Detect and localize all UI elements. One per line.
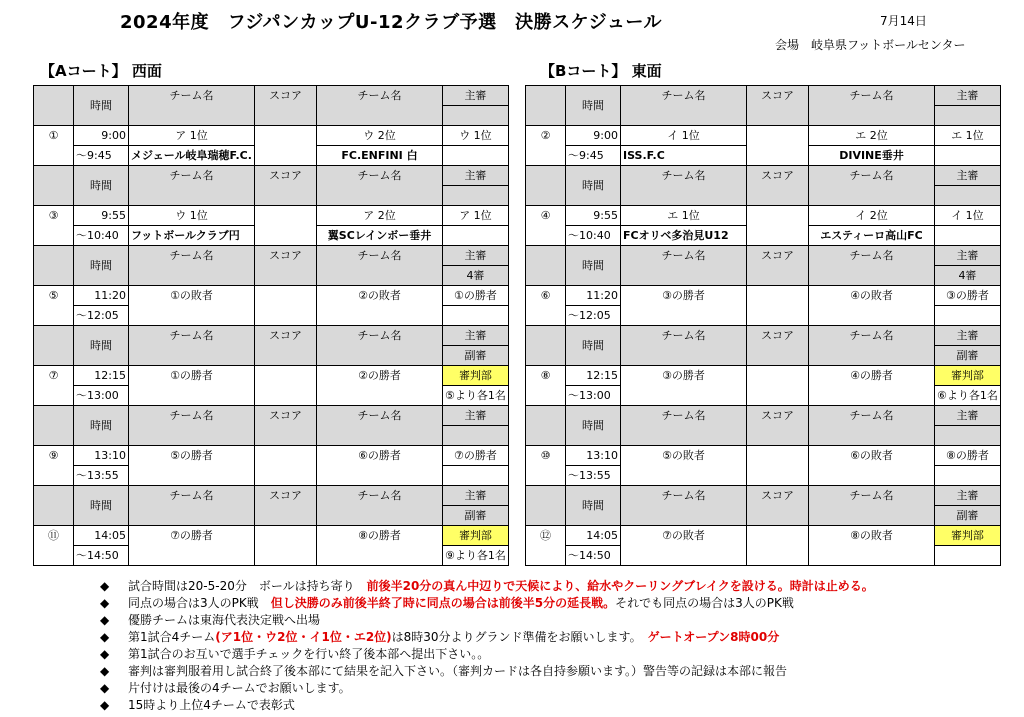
match-end-time: ～13:00 bbox=[74, 386, 129, 406]
referee-blank bbox=[443, 306, 509, 326]
team1-slot: ⑦の敗者 bbox=[621, 526, 747, 566]
match-number: ① bbox=[34, 126, 74, 166]
match-number: ③ bbox=[34, 206, 74, 246]
header-team2: チーム名 bbox=[317, 246, 443, 286]
match-start-time: 11:20 bbox=[566, 286, 621, 306]
header-team1: チーム名 bbox=[129, 166, 255, 206]
bullet-icon: ◆ bbox=[100, 681, 110, 695]
header-team2: チーム名 bbox=[317, 86, 443, 126]
referee: イ 1位 bbox=[935, 206, 1001, 226]
referee: ア 1位 bbox=[443, 206, 509, 226]
bullet-icon: ◆ bbox=[100, 579, 110, 593]
team1-slot: ⑦の勝者 bbox=[129, 526, 255, 566]
header-chief-ref: 主審 bbox=[935, 246, 1001, 266]
header-team2: チーム名 bbox=[317, 486, 443, 526]
page-title: 2024年度 フジパンカップU-12クラブ予選 決勝スケジュール bbox=[120, 12, 662, 33]
score1-cell bbox=[255, 206, 317, 246]
match-start-time: 14:05 bbox=[74, 526, 129, 546]
team1-seed: イ 1位 bbox=[621, 126, 747, 146]
header-blank bbox=[34, 406, 74, 446]
referee-detail: ⑤より各1名 bbox=[443, 386, 509, 406]
score1-cell bbox=[255, 366, 317, 406]
header-blank bbox=[443, 186, 509, 206]
match-row bbox=[34, 526, 509, 546]
header-team2: チーム名 bbox=[809, 246, 935, 286]
match-start-time: 9:55 bbox=[566, 206, 621, 226]
header-blank bbox=[526, 166, 566, 206]
header-chief-ref: 主審 bbox=[443, 246, 509, 266]
header-sub-ref: 副審 bbox=[443, 346, 509, 366]
team2-seed: ア 2位 bbox=[317, 206, 443, 226]
match-row bbox=[526, 126, 1001, 146]
header-score1: スコア bbox=[255, 326, 317, 366]
header-team2: チーム名 bbox=[809, 406, 935, 446]
header-score1: スコア bbox=[255, 406, 317, 446]
score1-cell bbox=[747, 446, 809, 486]
match-end-time: ～12:05 bbox=[74, 306, 129, 326]
header-time: 時間 bbox=[74, 486, 129, 526]
header-team2: チーム名 bbox=[809, 486, 935, 526]
match-start-time: 9:55 bbox=[74, 206, 129, 226]
team2-seed: エ 2位 bbox=[809, 126, 935, 146]
team2-seed: ウ 2位 bbox=[317, 126, 443, 146]
header-row bbox=[34, 486, 509, 506]
court-a-schedule-table bbox=[33, 85, 509, 566]
header-chief-ref: 主審 bbox=[935, 166, 1001, 186]
header-time: 時間 bbox=[74, 246, 129, 286]
header-score1: スコア bbox=[747, 326, 809, 366]
match-end-time: ～13:55 bbox=[566, 466, 621, 486]
match-start-time: 14:05 bbox=[566, 526, 621, 546]
team2-slot: ②の敗者 bbox=[317, 286, 443, 326]
score1-cell bbox=[747, 126, 809, 166]
score1-cell bbox=[747, 526, 809, 566]
referee-detail: ⑥より各1名 bbox=[935, 386, 1001, 406]
match-number: ⑤ bbox=[34, 286, 74, 326]
header-blank bbox=[34, 166, 74, 206]
header-blank bbox=[526, 86, 566, 126]
header-team1: チーム名 bbox=[129, 86, 255, 126]
header-chief-ref: 主審 bbox=[935, 486, 1001, 506]
header-time: 時間 bbox=[566, 246, 621, 286]
referee-blank bbox=[935, 226, 1001, 246]
header-chief-ref: 主審 bbox=[443, 166, 509, 186]
note-item: ◆ 優勝チームは東海代表決定戦へ出場 bbox=[100, 613, 321, 627]
header-score1: スコア bbox=[747, 166, 809, 206]
referee: ①の勝者 bbox=[443, 286, 509, 306]
referee: 審判部 bbox=[935, 366, 1001, 386]
header-time: 時間 bbox=[566, 406, 621, 446]
team1-name: ISS.F.C bbox=[621, 146, 747, 166]
header-score1: スコア bbox=[747, 86, 809, 126]
match-number: ⑪ bbox=[34, 526, 74, 566]
header-blank bbox=[526, 406, 566, 446]
match-end-time: ～13:00 bbox=[566, 386, 621, 406]
team1-slot: ⑤の敗者 bbox=[621, 446, 747, 486]
score1-cell bbox=[255, 446, 317, 486]
header-chief-ref: 主審 bbox=[443, 326, 509, 346]
header-sub-ref: 副審 bbox=[443, 506, 509, 526]
header-score1: スコア bbox=[255, 246, 317, 286]
header-blank bbox=[935, 186, 1001, 206]
match-end-time: ～13:55 bbox=[74, 466, 129, 486]
header-score1: スコア bbox=[255, 486, 317, 526]
header-sub-ref: 副審 bbox=[935, 506, 1001, 526]
bullet-icon: ◆ bbox=[100, 613, 110, 627]
header-score1: スコア bbox=[747, 486, 809, 526]
header-chief-ref: 主審 bbox=[935, 326, 1001, 346]
match-start-time: 11:20 bbox=[74, 286, 129, 306]
court-a-label: 【Aコート】 西面 bbox=[40, 62, 162, 80]
match-row bbox=[526, 446, 1001, 466]
team1-slot: ⑤の勝者 bbox=[129, 446, 255, 486]
header-team1: チーム名 bbox=[621, 246, 747, 286]
score1-cell bbox=[747, 366, 809, 406]
header-sub-ref: 4審 bbox=[443, 266, 509, 286]
header-team1: チーム名 bbox=[621, 86, 747, 126]
header-chief-ref: 主審 bbox=[443, 486, 509, 506]
header-team1: チーム名 bbox=[129, 406, 255, 446]
match-number: ⑨ bbox=[34, 446, 74, 486]
match-number: ⑧ bbox=[526, 366, 566, 406]
score1-cell bbox=[747, 206, 809, 246]
match-end-time: ～12:05 bbox=[566, 306, 621, 326]
header-row bbox=[526, 486, 1001, 506]
note-item: ◆ 審判は審判服着用し試合終了後本部にて結果を記入下さい。（審判カードは各自持参願います。）警告等の記録は本部に報告 bbox=[100, 664, 788, 678]
team1-seed: ア 1位 bbox=[129, 126, 255, 146]
team2-slot: ④の敗者 bbox=[809, 286, 935, 326]
venue: 会場 岐阜県フットボールセンター bbox=[775, 38, 966, 52]
note-item: ◆ 第1試合4チーム(ア1位・ウ2位・イ1位・エ2位)は8時30分よりグランド準備をお願いします。 ゲートオープン8時00分 bbox=[100, 630, 780, 644]
header-time: 時間 bbox=[74, 326, 129, 366]
referee: 審判部 bbox=[443, 526, 509, 546]
header-blank bbox=[443, 106, 509, 126]
court-b-label: 【Bコート】 東面 bbox=[540, 62, 662, 80]
header-row bbox=[526, 246, 1001, 266]
team1-slot: ①の敗者 bbox=[129, 286, 255, 326]
bullet-icon: ◆ bbox=[100, 630, 110, 644]
header-time: 時間 bbox=[74, 406, 129, 446]
referee: エ 1位 bbox=[935, 126, 1001, 146]
header-time: 時間 bbox=[566, 86, 621, 126]
team1-seed: ウ 1位 bbox=[129, 206, 255, 226]
header-blank bbox=[443, 426, 509, 446]
team1-name: フットボールクラブ円 bbox=[129, 226, 255, 246]
header-team1: チーム名 bbox=[129, 246, 255, 286]
match-end-time: ～10:40 bbox=[74, 226, 129, 246]
team1-name: FCオリベ多治見U12 bbox=[621, 226, 747, 246]
header-row bbox=[526, 406, 1001, 426]
header-team1: チーム名 bbox=[129, 486, 255, 526]
header-team2: チーム名 bbox=[317, 326, 443, 366]
match-start-time: 9:00 bbox=[566, 126, 621, 146]
match-start-time: 13:10 bbox=[566, 446, 621, 466]
match-row bbox=[34, 286, 509, 306]
header-row bbox=[526, 326, 1001, 346]
match-start-time: 12:15 bbox=[566, 366, 621, 386]
header-time: 時間 bbox=[74, 166, 129, 206]
match-number: ④ bbox=[526, 206, 566, 246]
match-end-time: ～9:45 bbox=[566, 146, 621, 166]
header-team2: チーム名 bbox=[809, 86, 935, 126]
match-row bbox=[34, 206, 509, 226]
match-number: ⑫ bbox=[526, 526, 566, 566]
match-row bbox=[34, 446, 509, 466]
header-time: 時間 bbox=[566, 486, 621, 526]
referee: ウ 1位 bbox=[443, 126, 509, 146]
referee-detail: ⑨より各1名 bbox=[443, 546, 509, 566]
header-team1: チーム名 bbox=[621, 406, 747, 446]
header-team1: チーム名 bbox=[621, 486, 747, 526]
court-b-schedule-table bbox=[525, 85, 1001, 566]
header-team2: チーム名 bbox=[317, 166, 443, 206]
match-end-time: ～9:45 bbox=[74, 146, 129, 166]
bullet-icon: ◆ bbox=[100, 596, 110, 610]
event-date: 7月14日 bbox=[880, 14, 927, 28]
header-chief-ref: 主審 bbox=[443, 406, 509, 426]
team1-slot: ③の勝者 bbox=[621, 286, 747, 326]
note-item: ◆ 第1試合のお互いで選手チェックを行い終了後本部へ提出下さい。。 bbox=[100, 647, 490, 661]
team2-slot: ②の勝者 bbox=[317, 366, 443, 406]
note-item: ◆ 片付けは最後の4チームでお願いします。 bbox=[100, 681, 351, 695]
match-number: ⑩ bbox=[526, 446, 566, 486]
referee: 審判部 bbox=[443, 366, 509, 386]
header-blank bbox=[935, 426, 1001, 446]
header-chief-ref: 主審 bbox=[443, 86, 509, 106]
referee: 審判部 bbox=[935, 526, 1001, 546]
header-team1: チーム名 bbox=[129, 326, 255, 366]
header-row bbox=[34, 326, 509, 346]
match-end-time: ～10:40 bbox=[566, 226, 621, 246]
team2-name: 翼SCレインボー垂井 bbox=[317, 226, 443, 246]
header-sub-ref: 4審 bbox=[935, 266, 1001, 286]
header-chief-ref: 主審 bbox=[935, 86, 1001, 106]
referee: ⑦の勝者 bbox=[443, 446, 509, 466]
header-blank bbox=[935, 106, 1001, 126]
match-end-time: ～14:50 bbox=[74, 546, 129, 566]
team2-name: FC.ENFINI 白 bbox=[317, 146, 443, 166]
header-team2: チーム名 bbox=[809, 326, 935, 366]
header-row bbox=[526, 86, 1001, 106]
match-row bbox=[34, 366, 509, 386]
score1-cell bbox=[255, 286, 317, 326]
header-team1: チーム名 bbox=[621, 326, 747, 366]
referee-blank bbox=[443, 226, 509, 246]
header-team2: チーム名 bbox=[317, 406, 443, 446]
team1-slot: ③の勝者 bbox=[621, 366, 747, 406]
referee: ③の勝者 bbox=[935, 286, 1001, 306]
score1-cell bbox=[747, 286, 809, 326]
header-blank bbox=[34, 246, 74, 286]
header-score1: スコア bbox=[255, 86, 317, 126]
header-chief-ref: 主審 bbox=[935, 406, 1001, 426]
score1-cell bbox=[255, 526, 317, 566]
referee-blank bbox=[935, 546, 1001, 566]
header-blank bbox=[526, 486, 566, 526]
match-row bbox=[526, 206, 1001, 226]
note-item: ◆ 同点の場合は3人のPK戦 但し決勝のみ前後半終了時に同点の場合は前後半5分の延長戦。それでも同点の場合は3人のPK戦 bbox=[100, 596, 794, 610]
header-row bbox=[34, 246, 509, 266]
header-blank bbox=[34, 486, 74, 526]
header-score1: スコア bbox=[747, 246, 809, 286]
bullet-icon: ◆ bbox=[100, 664, 110, 678]
header-team2: チーム名 bbox=[809, 166, 935, 206]
referee-blank bbox=[935, 466, 1001, 486]
team2-slot: ⑥の敗者 bbox=[809, 446, 935, 486]
team1-slot: ①の勝者 bbox=[129, 366, 255, 406]
bullet-icon: ◆ bbox=[100, 647, 110, 661]
team2-name: エスティーロ高山FC bbox=[809, 226, 935, 246]
header-sub-ref: 副審 bbox=[935, 346, 1001, 366]
header-blank bbox=[34, 326, 74, 366]
team1-name: メジェール岐阜瑞穂F.C. bbox=[129, 146, 255, 166]
match-start-time: 12:15 bbox=[74, 366, 129, 386]
referee: ⑧の勝者 bbox=[935, 446, 1001, 466]
header-time: 時間 bbox=[566, 166, 621, 206]
header-time: 時間 bbox=[566, 326, 621, 366]
header-row bbox=[34, 166, 509, 186]
header-score1: スコア bbox=[255, 166, 317, 206]
match-row bbox=[526, 526, 1001, 546]
referee-blank bbox=[443, 146, 509, 166]
match-row bbox=[526, 286, 1001, 306]
header-time: 時間 bbox=[74, 86, 129, 126]
header-row bbox=[526, 166, 1001, 186]
team2-slot: ④の勝者 bbox=[809, 366, 935, 406]
team2-slot: ⑧の勝者 bbox=[317, 526, 443, 566]
match-number: ⑥ bbox=[526, 286, 566, 326]
score1-cell bbox=[255, 126, 317, 166]
referee-blank bbox=[443, 466, 509, 486]
header-score1: スコア bbox=[747, 406, 809, 446]
team2-seed: イ 2位 bbox=[809, 206, 935, 226]
header-blank bbox=[34, 86, 74, 126]
referee-blank bbox=[935, 146, 1001, 166]
header-row bbox=[34, 406, 509, 426]
match-end-time: ～14:50 bbox=[566, 546, 621, 566]
notes-list bbox=[100, 578, 874, 714]
bullet-icon: ◆ bbox=[100, 698, 110, 712]
match-row bbox=[526, 366, 1001, 386]
header-blank bbox=[526, 246, 566, 286]
referee-blank bbox=[935, 306, 1001, 326]
header-team1: チーム名 bbox=[621, 166, 747, 206]
header-blank bbox=[526, 326, 566, 366]
team2-slot: ⑧の敗者 bbox=[809, 526, 935, 566]
match-row bbox=[34, 126, 509, 146]
note-item: ◆ 試合時間は20-5-20分 ボールは持ち寄り 前後半20分の真ん中辺りで天候により、給水やクーリングブレイクを設ける。時計は止める。 bbox=[100, 579, 874, 593]
match-number: ⑦ bbox=[34, 366, 74, 406]
header-row bbox=[34, 86, 509, 106]
note-item: ◆ 15時より上位4チームで表彰式 bbox=[100, 698, 295, 712]
team2-slot: ⑥の勝者 bbox=[317, 446, 443, 486]
match-number: ② bbox=[526, 126, 566, 166]
team1-seed: エ 1位 bbox=[621, 206, 747, 226]
match-start-time: 13:10 bbox=[74, 446, 129, 466]
team2-name: DIVINE垂井 bbox=[809, 146, 935, 166]
match-start-time: 9:00 bbox=[74, 126, 129, 146]
